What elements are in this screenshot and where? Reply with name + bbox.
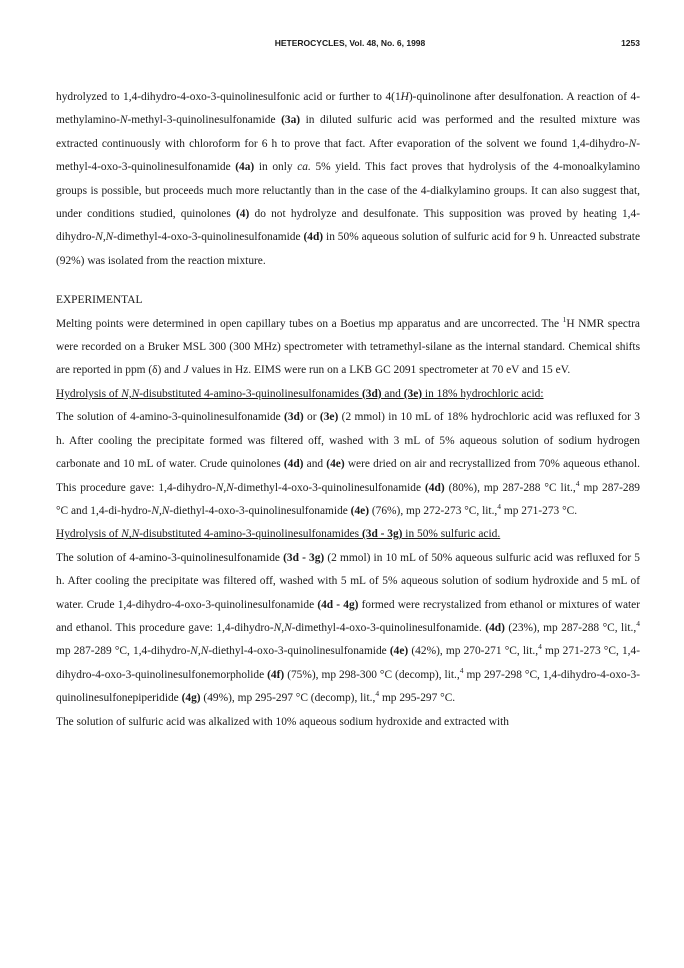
paragraph-alkalization: The solution of sulfuric acid was alkalized with 10% aqueous sodium hydroxide and extracted with <box>56 715 509 728</box>
page-number: 1253 <box>621 38 640 48</box>
running-header <box>60 38 640 52</box>
subheading-sulfuric-hydrolysis: Hydrolysis of N,N-disubstituted 4-amino-3-quinolinesulfonamides (3d - 3g) in 50% sulfuric acid. <box>56 528 501 541</box>
paragraph-hydrochloric-procedure: The solution of 4-amino-3-quinolinesulfonamide (3d) or (3e) (2 mmol) in 10 mL of 18% hydrochloric acid was refluxed for 3 h. After cooling the precipitate formed was filtered off, washed with 3 mL of 5% aqueous solution of sodium hydrogen carbonate and 10 mL of water. Crude quinolones (4d) and (4e) were dried on air and recrystallized from 70% aqueous ethanol. This procedure gave: 1,4-dihydro-N,N-dimethyl-4-oxo-3-quinolinesulfonamide (4d) (80%), mp 287-288 °C lit.,$^4$ mp 287-289 °C and 1,4-di-hydro-N,N-diethyl-4-oxo-3-quinolinesulfonamide (4e) (76%), mp 272-273 °C, lit.,$^4$ mp 271-273 °C. <box>56 411 640 517</box>
journal-citation: HETEROCYCLES, Vol. 48, No. 6, 1998 <box>274 38 426 48</box>
subheading-hydrochloric-hydrolysis: Hydrolysis of N,N-disubstituted 4-amino-3-quinolinesulfonamides (3d) and (3e) in 18% hydrochloric acid: <box>56 387 544 400</box>
paragraph-instrumentation: Melting points were determined in open capillary tubes on a Boetius mp apparatus and are uncorrected. The $^1$H NMR spectra were recorded on a Bruker MSL 300 (300 MHz) spectrometer with tetramethyl-silane as the internal standard. Chemical shifts are reported in ppm (δ) and J values in Hz. EIMS were run on a LKB GC 2091 spectrometer at 70 eV and 15 eV. <box>56 314 640 377</box>
paragraph-hydrolysis-discussion: hydrolyzed to 1,4-dihydro-4-oxo-3-quinolinesulfonic acid or further to 4(1H)-quinolinone after desulfonation. A reaction of 4-methylamino-N-methyl-3-quinolinesulfonamide (3a) in diluted sulfuric acid was performed and the resulted mixture was extracted continuously with chloroform for 6 h to prove that fact. After evaporation of the solvent we found 1,4-dihydro-N-methyl-4-oxo-3-quinolinesulfonamide (4a) in only ca. 5% yield. This fact proves that hydrolysis of the 4-monoalkylamino groups is possible, but proceeds much more reluctantly than in the case of the 4-dialkylamino groups. It can also suggest that, under conditions studied, quinolones (4) do not hydrolyze and desulfonate. This supposition was proved by heating 1,4-dihydro-N,N-dimethyl-4-oxo-3-quinolinesulfonamide (4d) in 50% aqueous solution of sulfuric acid for 9 h. Unreacted substrate (92%) was isolated from the reaction mixture. <box>56 91 640 267</box>
section-heading-experimental: EXPERIMENTAL <box>56 294 143 307</box>
article-body <box>56 86 640 734</box>
paragraph-sulfuric-procedure: The solution of 4-amino-3-quinolinesulfonamide (3d - 3g) (2 mmol) in 10 mL of 50% aqueous sulfuric acid was refluxed for 5 h. After cooling the precipitate was filtered off, washed with 5 mL of 5% aqueous solution of sodium hydroxide and 5 mL of water. Crude 1,4-dihydro-4-oxo-3-quinolinesulfonamide (4d - 4g) formed were recrystalized from ethanol or mixtures of water and ethanol. This procedure gave: 1,4-dihydro-N,N-dimethyl-4-oxo-3-quinolinesulfonamide. (4d) (23%), mp 287-288 °C, lit.,$^4$ mp 287-289 °C, 1,4-dihydro-N,N-diethyl-4-oxo-3-quinolinesulfonamide (4e) (42%), mp 270-271 °C, lit.,$^4$ mp 271-273 °C, 1,4-dihydro-4-oxo-3-quinolinesulfonemorpholide (4f) (75%), mp 298-300 °C (decomp), lit.,$^4$ mp 297-298 °C, 1,4-dihydro-4-oxo-3-quinolinesulfonepiperidide (4g) (49%), mp 295-297 °C (decomp), lit.,$^4$ mp 295-297 °C. <box>56 551 641 705</box>
